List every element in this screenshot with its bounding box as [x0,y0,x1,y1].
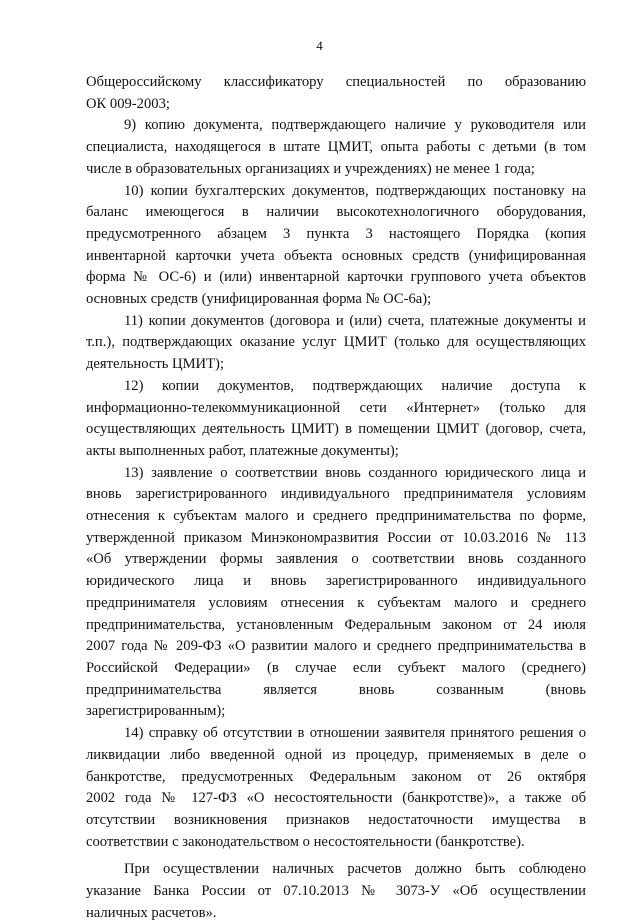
text-line: основных средств (унифицированная форма № ОС-6а); [86,291,432,308]
text-line: зарегистрированным); [86,703,226,720]
text-line: банкротстве, предусмотренных Федеральным законом от 26 октября [86,768,586,785]
text-line: 2007 года № 209-ФЗ «О развитии малого и среднего предпринимательства в [86,638,586,655]
text-line: Общероссийскому классификатору специальностей по образованию [86,74,586,90]
text-line: предусмотренного абзацем 3 пункта 3 настоящего Порядка (копия [86,225,586,242]
text-line: «Об утверждении формы заявления о соответствии вновь созданного [86,551,586,568]
text-line: ОК 009-2003; [86,95,170,112]
text-line: предпринимателя условиям отнесения к субъектам малого и среднего [86,594,586,611]
text-line: 9) копию документа, подтверждающего наличие у руководителя или [124,117,586,134]
text-line: Российской Федерации» (в случае если субъект малого (среднего) [86,659,586,676]
text-line: баланс имеющегося в наличии высокотехнологичного оборудования, [86,204,586,221]
paragraph [86,311,586,376]
text-line: При осуществлении наличных расчетов должно быть соблюдено [124,861,586,878]
paragraph [86,723,586,853]
text-line: числе в образовательных организациях и учреждениях) не менее 1 года; [86,160,535,177]
text-line: отсутствии возникновения признаков недостаточности имущества в [86,811,586,828]
text-line: 13) заявление о соответствии вновь созданного юридического лица и [124,464,586,481]
paragraph [86,463,586,723]
text-line: 14) справку об отсутствии в отношении заявителя принятого решения о [124,725,586,742]
text-line: предпринимательства, установленным Федеральным законом от 24 июля [86,616,586,633]
paragraph [86,72,586,115]
text-line: осуществляющих деятельность ЦМИТ) в помещении ЦМИТ (договор, счета, [86,421,586,438]
paragraph [86,115,586,180]
text-line: 11) копии документов (договора и (или) счета, платежные документы и [124,312,586,329]
document-body [86,72,586,924]
text-line: деятельность ЦМИТ); [86,356,224,373]
text-line: акты выполненных работ, платежные документы); [86,442,399,459]
paragraph [86,376,586,463]
page-number: 4 [316,38,323,53]
text-line: информационно-телекоммуникационной сети «Интернет» (только для [86,399,586,416]
text-line: инвентарной карточки учета объекта основных средств (унифицированная [86,247,586,264]
text-line: соответствии с законодательством о несостоятельности (банкротстве). [86,833,525,850]
text-line: специалиста, находящегося в штате ЦМИТ, опыта работы с детьми (в том [86,139,586,156]
text-line: юридического лица и вновь зарегистрированного индивидуального [86,573,586,590]
text-line: наличных расчетов». [86,904,217,921]
text-line: предпринимательства является вновь созванным (вновь [86,681,586,698]
text-line: ликвидации либо введенной одной из процедур, применяемых в деле о [86,746,586,763]
text-line: форма № ОС-6) и (или) инвентарной карточки группового учета объектов [86,269,586,286]
paragraph [86,181,586,311]
text-line: указание Банка России от 07.10.2013 № 3073-У «Об осуществлении [86,883,586,900]
text-line: вновь зарегистрированного индивидуального предпринимателя условиям [86,486,586,503]
text-line: утвержденной приказом Минэкономразвития России от 10.03.2016 № 113 [86,529,586,546]
text-line: 2002 года № 127-ФЗ «О несостоятельности (банкротстве)», а также об [86,790,586,807]
text-line: 10) копии бухгалтерских документов, подтверждающих постановку на [124,182,586,199]
paragraph [86,859,586,924]
text-line: отнесения к субъектам малого и среднего предпринимательства по форме, [86,508,586,525]
text-line: т.п.), подтверждающих оказание услуг ЦМИТ (только для осуществляющих [86,334,586,351]
text-line: 12) копии документов, подтверждающих наличие доступа к [124,377,586,394]
